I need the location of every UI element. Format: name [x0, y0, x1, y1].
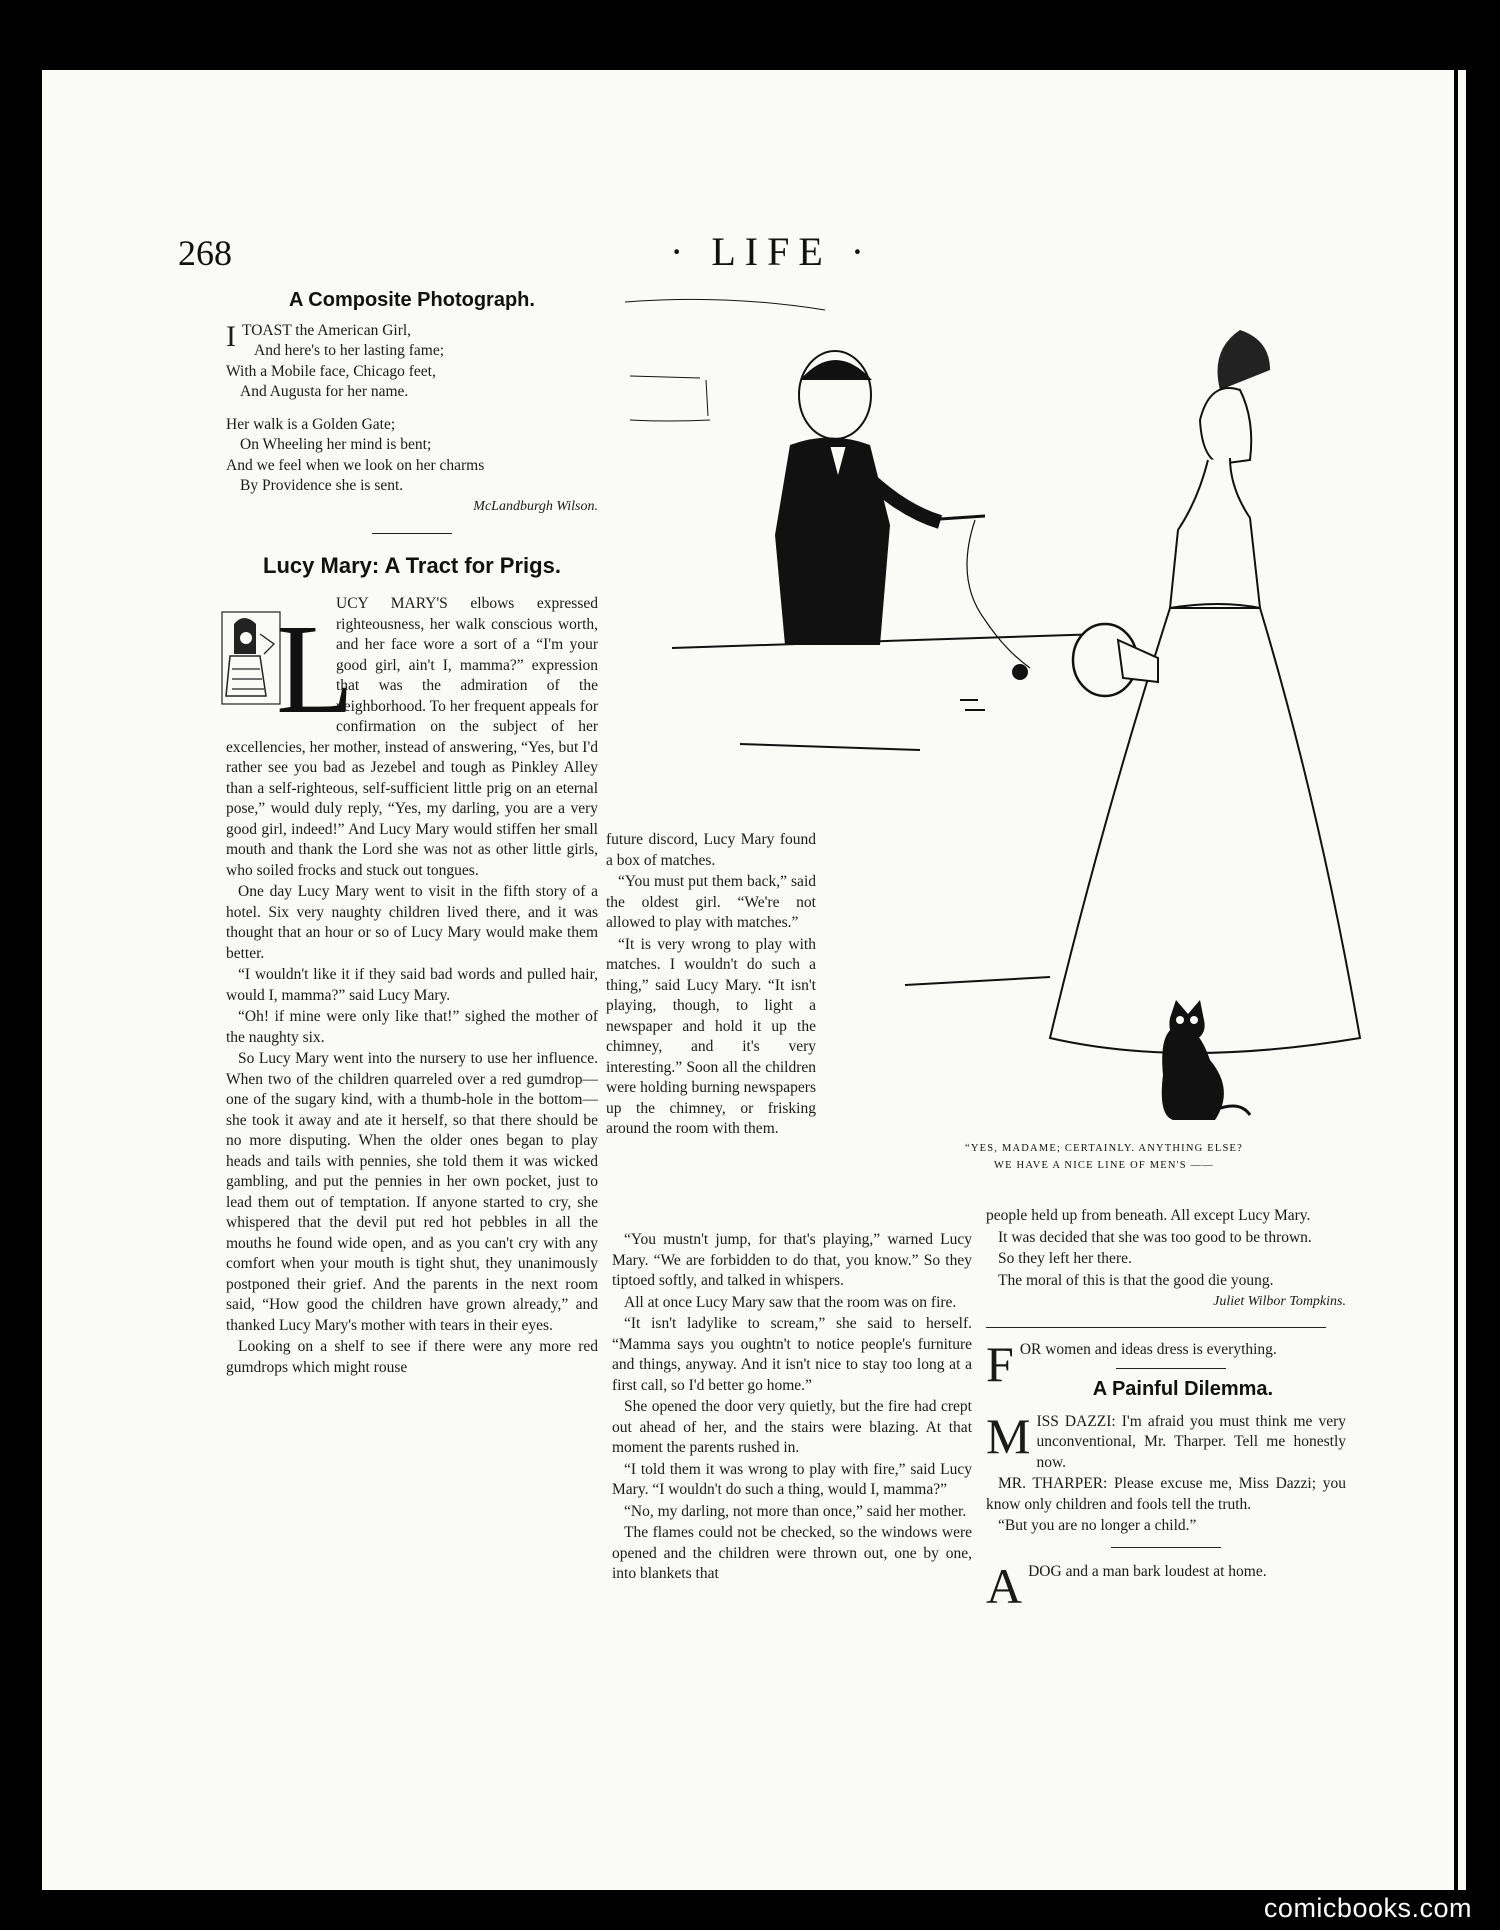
poem-line: And here's to her lasting fame; — [254, 342, 445, 359]
lady-figure — [905, 330, 1360, 1053]
paragraph: It was decided that she was too good to be thrown. — [998, 1228, 1312, 1246]
caption-line: “YES, MADAME; CERTAINLY. ANYTHING ELSE? — [965, 1143, 1243, 1154]
cartoon-caption — [904, 1140, 1304, 1174]
poem-line: And Augusta for her name. — [240, 383, 409, 400]
paragraph: “I told them it was wrong to play with fire,” said Lucy Mary. “I wouldn't do such a thing, would I, mamma?” — [612, 1460, 972, 1498]
paragraph: All at once Lucy Mary saw that the room was on fire. — [624, 1293, 957, 1311]
filler-paragraph: FOR women and ideas dress is everything. — [986, 1335, 1277, 1392]
paragraph: The moral of this is that the good die young. — [998, 1271, 1274, 1289]
paragraph: “Oh! if mine were only like that!” sighed the mother of the naughty six. — [226, 1008, 598, 1046]
paragraph: people held up from beneath. All except Lucy Mary. — [986, 1207, 1311, 1224]
poem-line: On Wheeling her mind is bent; — [240, 436, 432, 453]
paragraph: She opened the door very quietly, but the fire had crept out ahead of her, and the stairs were blazing. At that moment the parents rushed in. — [612, 1398, 972, 1456]
poem-line: And we feel when we look on her charms — [226, 456, 485, 474]
poem-author: McLandburgh Wilson. — [473, 498, 598, 514]
filler-dropcap: F — [986, 1335, 1014, 1392]
dilemma-dropcap: M — [986, 1407, 1031, 1464]
poem-dropcap: I — [226, 319, 236, 353]
magazine-title: · LIFE · — [670, 229, 874, 274]
paragraph: “No, my darling, not more than once,” said her mother. — [624, 1502, 967, 1520]
paragraph: “You mustn't jump, for that's playing,” warned Lucy Mary. “We are forbidden to do that, you know.” So they tiptoed softly, and talked in whispers. — [612, 1231, 972, 1289]
paragraph: “It is very wrong to play with matches. I wouldn't do such a thing,” said Lucy Mary. “It isn't playing, though, to light a newspaper and hold it up the chimney, and it's very interesting.” Soon all the children were holding burning newspapers up the chimney, or frisking around the room with them. — [606, 935, 816, 1137]
paragraph: The flames could not be checked, so the windows were opened and the children were thrown out, one by one, into blankets that — [612, 1524, 972, 1582]
paragraph: “But you are no longer a child.” — [998, 1517, 1197, 1534]
paragraph: MR. THARPER: Please excuse me, Miss Dazzi; you know only children and fools tell the truth. — [986, 1475, 1346, 1513]
paragraph: Looking on a shelf to see if there were any more red gumdrops which might rouse — [226, 1338, 598, 1376]
paragraph: “You must put them back,” said the oldest girl. “We're not allowed to play with matches.” — [606, 873, 816, 931]
poem-title: A Composite Photograph. — [289, 289, 535, 311]
counter — [672, 634, 1102, 750]
poem-line: Her walk is a Golden Gate; — [226, 415, 396, 433]
page-number: 268 — [178, 233, 232, 273]
caption-line: WE HAVE A NICE LINE OF MEN'S —— — [993, 1160, 1215, 1171]
filler-paragraph: ADOG and a man bark loudest at home. — [986, 1557, 1267, 1614]
dilemma-title: A Painful Dilemma. — [1092, 1378, 1274, 1400]
poem-line: With a Mobile face, Chicago feet, — [226, 362, 436, 380]
paragraph: MISS DAZZI: I'm afraid you must think me very unconventional, Mr. Tharper. Tell me honestly now. — [986, 1407, 1346, 1471]
paragraph: future discord, Lucy Mary found a box of matches. — [606, 831, 816, 869]
paragraph: One day Lucy Mary went to visit in the fifth story of a hotel. Six very naughty children lived there, and it was thought that an hour or so of Lucy Mary would make them better. — [226, 883, 598, 962]
tract-author: Juliet Wilbor Tompkins. — [1213, 1294, 1346, 1309]
paragraph: L UCY MARY'S elbows expressed righteousness, her walk conscious worth, and her face wore a sort of a “I'm your good girl, ain't I, mamma?” expression that was the admiration of the neighborhood. To her frequent appeals for confirmation on the subject of her excellencies, her mother, instead of answering, “Yes, but I'd rather see you bad as Jezebel and tough as Pinkley Alley than a self-righteous, self-sufficient little prig on an eternal pose,” would duly reply, “Yes, my darling, you are a very good girl, indeed!” And Lucy Mary would stiffen her small mouth and thank the Lord she was not as other little girls, who soiled frocks and stuck out tongues. — [226, 594, 598, 881]
paragraph: So Lucy Mary went into the nursery to use her influence. When two of the children quarreled over a red gumdrop—one of the sugary kind, with a thumb-hole in the bottom—she took it away and ate it herself, so that there should be no more disputing. When the older ones began to play heads and tails with pennies, she told them it was wicked gambling, and put the pennies in her own pocket, just to lead them out of temptation. If anyone started to cry, she whispered that the devil put red hot pebbles in all the mouths he found wide open, and as you can't cry with any comfort when your mouth is tight shut, they unanimously postponed their grief. And the parents in the next room said, “How good the children have grown already,” and thanked Lucy Mary's mother with tears in their eyes. — [226, 1050, 598, 1334]
tract-dropcap: L — [276, 598, 355, 740]
tract-title: Lucy Mary: A Tract for Prigs. — [263, 553, 561, 578]
poem-line: ITOAST the American Girl, — [226, 319, 412, 353]
watermark-text: comicbooks.com — [1263, 1893, 1472, 1923]
clerk-figure — [775, 351, 1030, 668]
paragraph: So they left her there. — [998, 1250, 1132, 1267]
filler-dropcap: A — [986, 1557, 1023, 1614]
paragraph: “I wouldn't like it if they said bad words and pulled hair, would I, mamma?” said Lucy Mary. — [226, 966, 598, 1004]
poem-line: By Providence she is sent. — [240, 477, 404, 494]
paragraph: “It isn't ladylike to scream,” she said to herself. “Mamma says you oughtn't to notice people's furniture and things, anyway. And it isn't nice to stay too long at a first call, so I'd better go home.” — [612, 1315, 972, 1394]
